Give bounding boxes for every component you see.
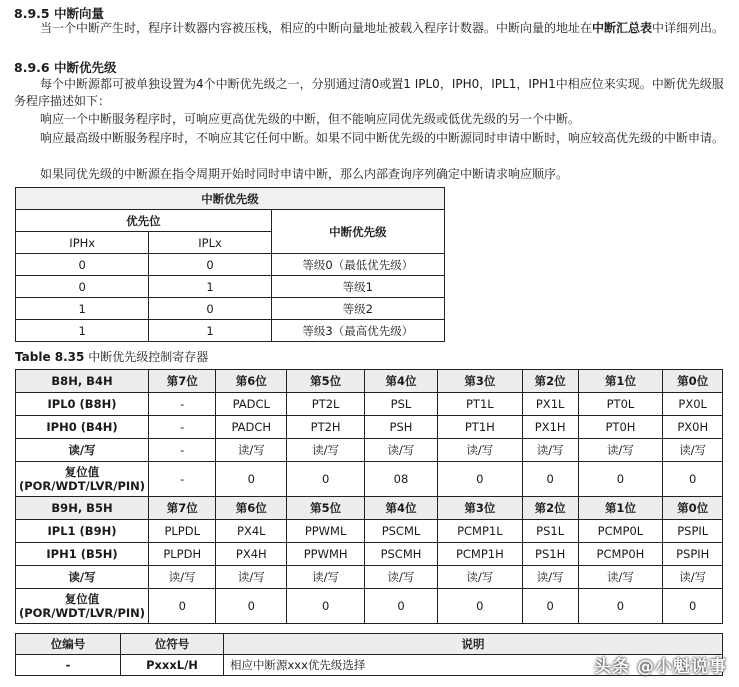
- table-row: [16, 439, 723, 462]
- bit-cell: 读/写: [365, 566, 438, 589]
- bit-header: 第5位: [287, 497, 365, 520]
- bit-header: 第1位: [578, 370, 663, 393]
- reset-value-label: [16, 589, 149, 624]
- bit-header: 第6位: [216, 370, 287, 393]
- bit-cell: PX1H: [522, 416, 578, 439]
- table-row: [16, 566, 723, 589]
- bit-header: 第6位: [216, 497, 287, 520]
- bit-header: 第4位: [365, 497, 438, 520]
- interrupt-vector-paragraph: [14, 20, 726, 37]
- bit-cell: 0: [437, 462, 522, 497]
- bit-cell: PPWML: [287, 520, 365, 543]
- caption-label: Table 8.35: [15, 350, 85, 364]
- bit-cell: 0: [578, 462, 663, 497]
- bit-header: 第0位: [663, 497, 723, 520]
- read-write-label: 读/写: [16, 566, 149, 589]
- bit-cell: PX0H: [663, 416, 723, 439]
- bit-cell: -: [149, 439, 216, 462]
- bit-cell: 读/写: [522, 566, 578, 589]
- priority-paragraph-3: 响应最高级中断服务程序时，不响应其它任何中断。如果不同中断优先级的中断源同时申请中断时，响应较高优先级的中断申请。: [40, 131, 725, 145]
- bit-cell: PCMP0H: [578, 543, 663, 566]
- bit-number-header: 位编号: [16, 634, 121, 655]
- bit-cell: 0: [578, 589, 663, 624]
- bit-header: 第3位: [437, 370, 522, 393]
- priority-paragraph-2: 响应一个中断服务程序时，可响应更高优先级的中断，但不能响应同优先级或低优先级的另一个中断。: [40, 112, 581, 126]
- bit-cell: PS1L: [522, 520, 578, 543]
- register-name: IPL0 (B8H): [16, 393, 149, 416]
- bit-cell: 读/写: [578, 566, 663, 589]
- bit-cell: PSL: [365, 393, 438, 416]
- bit-cell: 读/写: [663, 566, 723, 589]
- read-write-label: 读/写: [16, 439, 149, 462]
- table-row: [16, 254, 445, 276]
- priority-paragraph-1: 每个中断源都可被单独设置为4个中断优先级之一，分别通过清0或置1 IPL0，IPH0，IPL1，IPH1中相应位来实现。中断优先级服务程序描述如下：: [14, 77, 724, 108]
- priority-level-value: 等级1: [271, 276, 444, 298]
- reset-value-label: [16, 462, 149, 497]
- bit-cell: 0: [522, 462, 578, 497]
- bit-cell: PADCL: [216, 393, 287, 416]
- table-row: [16, 520, 723, 543]
- bit-cell: PX1L: [522, 393, 578, 416]
- bit-number-value: -: [16, 655, 121, 676]
- iplx-value: 1: [149, 276, 271, 298]
- bit-cell: 0: [663, 462, 723, 497]
- bit-header: 第1位: [578, 497, 663, 520]
- register-name: IPL1 (B9H): [16, 520, 149, 543]
- bit-cell: PX4H: [216, 543, 287, 566]
- bit-cell: 0: [365, 589, 438, 624]
- table-row: [16, 298, 445, 320]
- table-row: [16, 320, 445, 342]
- bit-cell: PSH: [365, 416, 438, 439]
- iplx-value: 0: [149, 254, 271, 276]
- bit-header: 第0位: [663, 370, 723, 393]
- bit-cell: PSPIH: [663, 543, 723, 566]
- table-row: [16, 393, 723, 416]
- bit-cell: 读/写: [216, 439, 287, 462]
- bit-cell: 0: [216, 462, 287, 497]
- bit-cell: 读/写: [437, 439, 522, 462]
- interrupt-summary-link-text: 中断汇总表: [592, 21, 653, 35]
- vector-text-end: 中详细列出。: [652, 21, 725, 35]
- iphx-value: 0: [16, 254, 149, 276]
- iphx-value: 1: [16, 320, 149, 342]
- bit-cell: PSCML: [365, 520, 438, 543]
- bit-cell: 0: [287, 589, 365, 624]
- bit-cell: PT0L: [578, 393, 663, 416]
- priority-register-table: [15, 369, 723, 624]
- bit-header: 第2位: [522, 497, 578, 520]
- bit-cell: PCMP0L: [578, 520, 663, 543]
- bit-cell: PSPIL: [663, 520, 723, 543]
- table-row: [16, 543, 723, 566]
- bit-cell: 0: [437, 589, 522, 624]
- iphx-value: 1: [16, 298, 149, 320]
- bit-cell: PX0L: [663, 393, 723, 416]
- register-name: IPH0 (B4H): [16, 416, 149, 439]
- bit-cell: PT1L: [437, 393, 522, 416]
- bit-cell: 0: [663, 589, 723, 624]
- bit-cell: 读/写: [149, 566, 216, 589]
- bit-symbol-header: 位符号: [121, 634, 224, 655]
- register-table-caption: [15, 348, 208, 365]
- priority-level-value: 等级2: [271, 298, 444, 320]
- bit-cell: PT1H: [437, 416, 522, 439]
- iplx-header: IPLx: [149, 232, 271, 254]
- reset-label-line1: 复位值: [64, 592, 100, 606]
- bit-cell: 读/写: [287, 566, 365, 589]
- bit-header: 第7位: [149, 497, 216, 520]
- priority-level-header: 中断优先级: [271, 210, 444, 254]
- table-row: [16, 589, 723, 624]
- iplx-value: 0: [149, 298, 271, 320]
- bit-cell: -: [149, 462, 216, 497]
- table-row: [16, 370, 723, 393]
- vector-text-start: 当一个中断产生时，程序计数器内容被压栈，相应的中断向量地址被载入程序计数器。中断向量的地址在: [40, 21, 593, 35]
- bit-cell: PT2H: [287, 416, 365, 439]
- priority-level-value: 等级0（最低优先级）: [271, 254, 444, 276]
- bit-cell: 读/写: [365, 439, 438, 462]
- bit-header: 第7位: [149, 370, 216, 393]
- bit-cell: 0: [522, 589, 578, 624]
- bit-cell: PSCMH: [365, 543, 438, 566]
- bit-cell: PT2L: [287, 393, 365, 416]
- register-name: IPH1 (B5H): [16, 543, 149, 566]
- bit-header: 第4位: [365, 370, 438, 393]
- bit-cell: 读/写: [578, 439, 663, 462]
- table-row: [16, 462, 723, 497]
- table-row: [16, 416, 723, 439]
- bit-cell: PADCH: [216, 416, 287, 439]
- bit-cell: 0: [149, 589, 216, 624]
- bit-cell: PT0H: [578, 416, 663, 439]
- priority-table-title: 中断优先级: [16, 188, 445, 210]
- watermark: 头条 @小魁说事: [594, 657, 727, 677]
- bit-cell: PCMP1H: [437, 543, 522, 566]
- priority-level-value: 等级3（最高优先级）: [271, 320, 444, 342]
- table-row: [16, 276, 445, 298]
- bit-cell: -: [149, 393, 216, 416]
- iplx-value: 1: [149, 320, 271, 342]
- reset-label-line2: (POR/WDT/LVR/PIN): [18, 479, 146, 493]
- bit-cell: 08: [365, 462, 438, 497]
- caption-text: 中断优先级控制寄存器: [88, 350, 209, 364]
- bit-cell: PLPDL: [149, 520, 216, 543]
- bit-cell: 读/写: [287, 439, 365, 462]
- bit-cell: 0: [287, 462, 365, 497]
- iphx-header: IPHx: [16, 232, 149, 254]
- bit-cell: 0: [216, 589, 287, 624]
- iphx-value: 0: [16, 276, 149, 298]
- bit-cell: 读/写: [216, 566, 287, 589]
- description-header: 说明: [224, 634, 723, 655]
- bit-cell: 读/写: [663, 439, 723, 462]
- bit-cell: -: [149, 416, 216, 439]
- bit-cell: PLPDH: [149, 543, 216, 566]
- bit-header: 第3位: [437, 497, 522, 520]
- bit-cell: 读/写: [522, 439, 578, 462]
- bit-cell: PX4L: [216, 520, 287, 543]
- section-896-heading: 8.9.6 中断优先级: [14, 60, 117, 75]
- section-895-heading: 8.9.5 中断向量: [14, 6, 104, 21]
- reset-label-line1: 复位值: [64, 465, 100, 479]
- bit-cell: PPWMH: [287, 543, 365, 566]
- bit-cell: PCMP1L: [437, 520, 522, 543]
- register-address-header: B8H, B4H: [16, 370, 149, 393]
- bit-cell: 读/写: [437, 566, 522, 589]
- register-address-header: B9H, B5H: [16, 497, 149, 520]
- reset-label-line2: (POR/WDT/LVR/PIN): [18, 606, 146, 620]
- priority-level-table: [15, 187, 445, 342]
- priority-paragraph-4: 如果同优先级的中断源在指令周期开始时同时申请中断，那么内部查询序列确定中断请求响应顺序。: [40, 167, 569, 181]
- table-row: [16, 497, 723, 520]
- bit-header: 第5位: [287, 370, 365, 393]
- description-value: 相应中断源xxx优先级选择: [224, 655, 723, 676]
- bit-symbol-value: PxxxL/H: [121, 655, 224, 676]
- priority-bit-group-header: 优先位: [16, 210, 272, 232]
- bit-header: 第2位: [522, 370, 578, 393]
- bit-cell: PS1H: [522, 543, 578, 566]
